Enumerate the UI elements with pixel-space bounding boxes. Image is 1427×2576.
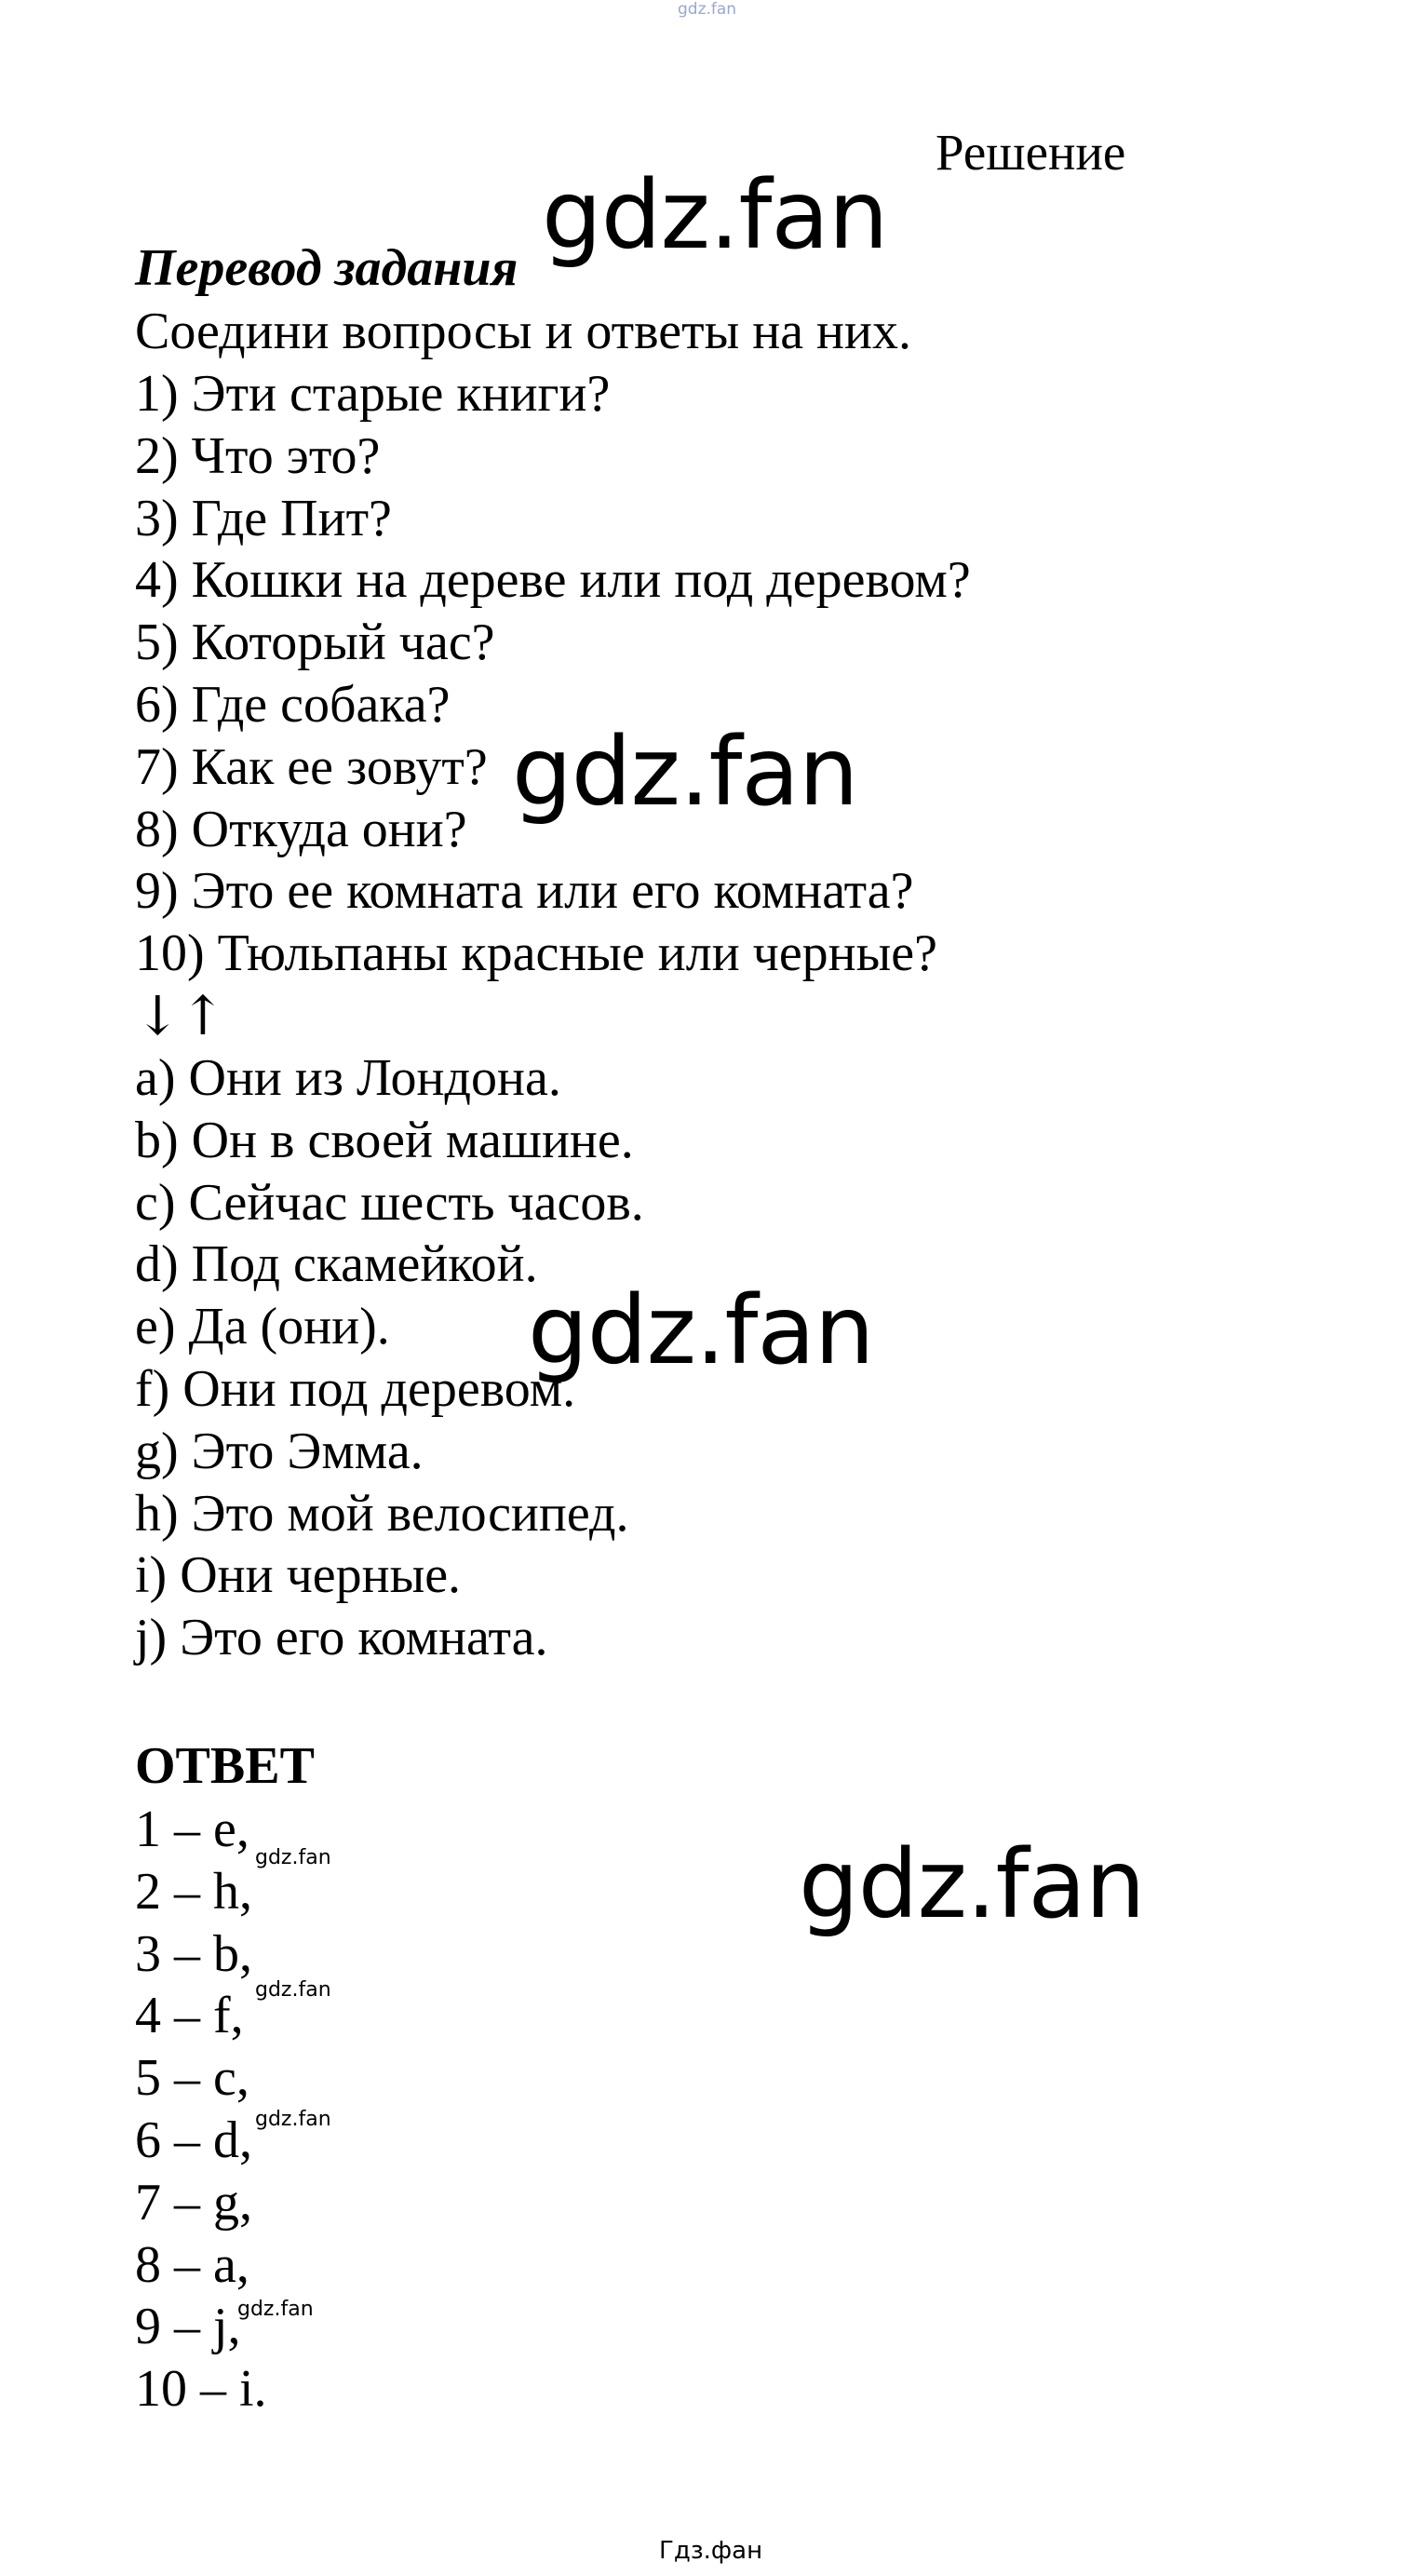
- watermark-large: gdz.fan: [528, 1275, 874, 1386]
- question-item: 9) Это ее комната или его комната?: [135, 862, 914, 921]
- answer-item: 1 – e,: [135, 1801, 249, 1858]
- option-item: e) Да (они).: [135, 1298, 390, 1356]
- footer-site-name: Гдз.фан: [659, 2537, 763, 2565]
- option-item: b) Он в своей машине.: [135, 1111, 634, 1169]
- question-item: 1) Эти старые книги?: [135, 365, 611, 423]
- answer-item: 2 – h,: [135, 1862, 252, 1921]
- option-item: f) Они под деревом.: [135, 1359, 576, 1418]
- watermark-large: gdz.fan: [542, 160, 888, 271]
- answer-item: 4 – f,: [135, 1987, 244, 2045]
- watermark-small: gdz.fan: [255, 1846, 331, 1869]
- option-item: g) Это Эмма.: [135, 1422, 424, 1480]
- top-watermark: gdz.fan: [678, 0, 737, 19]
- watermark-small: gdz.fan: [255, 2108, 331, 2131]
- match-arrows: ↓↑: [135, 984, 226, 1047]
- watermark-small: gdz.fan: [255, 1978, 331, 2002]
- question-item: 7) Как ее зовут?: [135, 737, 488, 796]
- answer-item: 9 – j,: [135, 2298, 241, 2356]
- answer-item: 8 – a,: [135, 2235, 249, 2294]
- option-item: d) Под скамейкой.: [135, 1235, 538, 1294]
- question-item: 5) Который час?: [135, 614, 495, 672]
- watermark-large: gdz.fan: [799, 1829, 1145, 1940]
- option-item: j) Это его комната.: [135, 1609, 548, 1667]
- answer-item: 3 – b,: [135, 1924, 252, 1983]
- answers-list: [135, 1799, 267, 2421]
- answer-item: 5 – c,: [135, 2049, 249, 2108]
- option-item: h) Это мой велосипед.: [135, 1484, 629, 1543]
- option-item: a) Они из Лондона.: [135, 1049, 561, 1107]
- option-item: i) Они черные.: [135, 1546, 462, 1605]
- solution-heading: Решение: [936, 124, 1126, 181]
- task-translation-title: Перевод задания: [135, 239, 518, 297]
- question-item: 3) Где Пит?: [135, 489, 392, 547]
- answer-item: 10 – i.: [135, 2360, 267, 2419]
- option-item: c) Сейчас шесть часов.: [135, 1173, 644, 1232]
- watermark-large: gdz.fan: [512, 717, 858, 828]
- task-instruction: Соедини вопросы и ответы на них.: [135, 303, 911, 360]
- question-item: 8) Откуда они?: [135, 800, 467, 858]
- answer-item: 7 – g,: [135, 2173, 252, 2232]
- question-item: 10) Тюльпаны красные или черные?: [135, 924, 937, 983]
- question-item: 4) Кошки на дереве или под деревом?: [135, 551, 971, 610]
- answer-item: 6 – d,: [135, 2111, 252, 2169]
- watermark-small: gdz.fan: [237, 2298, 314, 2321]
- question-item: 6) Где собака?: [135, 675, 451, 734]
- questions-list: [135, 363, 971, 985]
- question-item: 2) Что это?: [135, 426, 381, 485]
- answer-title: ОТВЕТ: [135, 1737, 315, 1795]
